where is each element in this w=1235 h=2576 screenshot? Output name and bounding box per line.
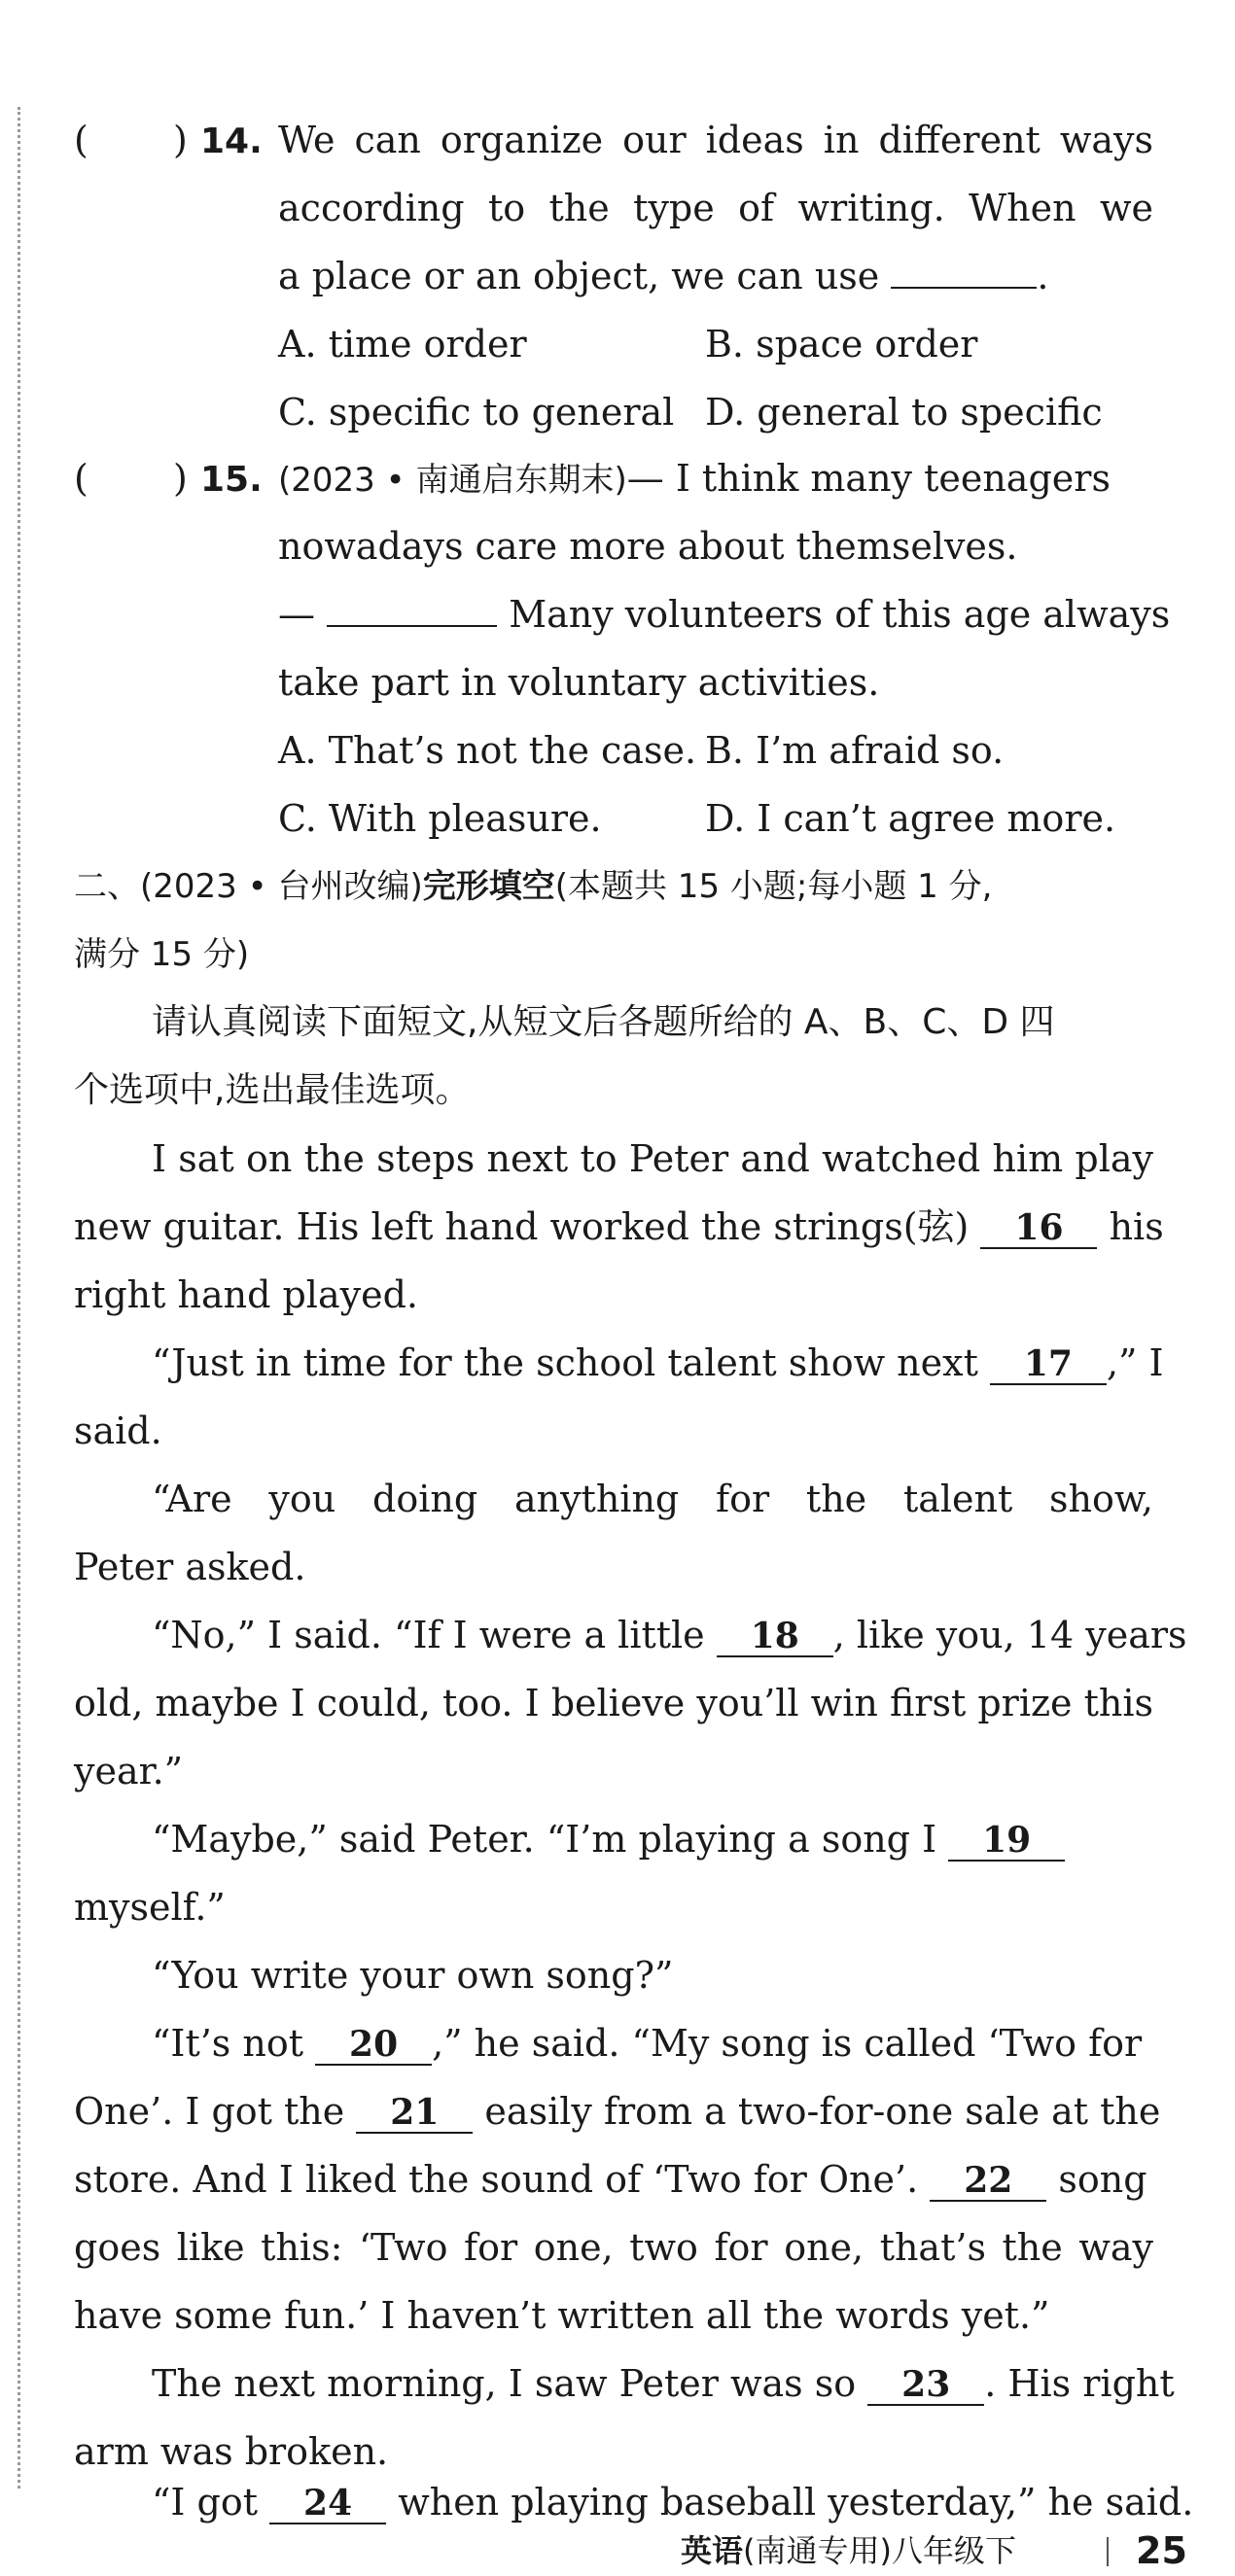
blank-23[interactable]: 23 [867, 2365, 984, 2406]
passage-line: Peter asked. [74, 1546, 306, 1588]
blank-20[interactable]: 20 [315, 2025, 432, 2066]
passage-line: myself.” [74, 1886, 226, 1929]
passage-line: “Are you doing anything for the talent show, [152, 1478, 1153, 1520]
blank-16[interactable]: 16 [980, 1208, 1097, 1249]
q14-option-b[interactable]: B. space order [705, 323, 978, 366]
question-number-15: 15. [200, 460, 263, 500]
instructions-line-2: 个选项中,选出最佳选项。 [74, 1070, 471, 1110]
passage-line: old, maybe I could, too. I believe you’ll win first prize this [74, 1682, 1153, 1724]
passage-line: goes like this: ‘Two for one, two for one, that’s the way [74, 2226, 1153, 2269]
q14-stem-line-3: a place or an object, we can use . [278, 255, 1049, 297]
section-2-header: 二、(2023 • 台州改编)完形填空(本题共 15 小题;每小题 1 分, [74, 867, 993, 906]
passage-line: new guitar. His left hand worked the strings(弦) 16 his [74, 1205, 1164, 1248]
blank-24[interactable]: 24 [269, 2484, 386, 2524]
footer-subject: 英语 [681, 2532, 744, 2569]
instructions-line-1: 请认真阅读下面短文,从短文后各题所给的 A、B、C、D 四 [152, 1002, 1055, 1042]
blank-17[interactable]: 17 [990, 1344, 1107, 1385]
q14-option-d[interactable]: D. general to specific [705, 391, 1103, 434]
passage-line: “Maybe,” said Peter. “I’m playing a song I 19 [152, 1816, 1065, 1862]
q15-option-d[interactable]: D. I can’t agree more. [705, 797, 1116, 840]
passage-line: arm was broken. [74, 2430, 389, 2473]
footer-edition: (南通专用) [743, 2532, 892, 2569]
q14-stem-line-2: according to the type of writing. When we [278, 187, 1153, 229]
question-number-14: 14. [200, 122, 263, 161]
q15-source: (2023 • 南通启东期末) [278, 461, 627, 500]
q14-blank[interactable] [891, 258, 1037, 289]
section-2-title: 完形填空 [422, 867, 555, 906]
passage-line: year.” [74, 1750, 184, 1793]
footer-divider [1107, 2537, 1109, 2566]
q14-option-c[interactable]: C. specific to general [278, 391, 675, 434]
passage-line: “No,” I said. “If I were a little 18 , like you, 14 years [152, 1614, 1187, 1656]
passage-line: “It’s not 20 ,” he said. “My song is called ‘Two for [152, 2022, 1143, 2065]
q15-stem-line-3: — Many volunteers of this age always [278, 593, 1171, 636]
q15-stem-line-1: (2023 • 南通启东期末)— I think many teenagers [278, 457, 1111, 500]
blank-22[interactable]: 22 [930, 2161, 1046, 2202]
blank-18[interactable]: 18 [717, 1617, 833, 1657]
answer-bracket-14[interactable]: ( [74, 119, 88, 161]
q15-stem-line-4: take part in voluntary activities. [278, 661, 880, 704]
q14-stem-line-1: We can organize our ideas in different ways [278, 119, 1153, 161]
passage-line: have some fun.’ I haven’t written all the words yet.” [74, 2294, 1050, 2337]
q15-stem-line-2: nowadays care more about themselves. [278, 525, 1018, 568]
footer-grade: 八年级下 [892, 2532, 1017, 2569]
answer-bracket-14-close: ) [173, 119, 188, 161]
page-footer [681, 2527, 1206, 2574]
blank-21[interactable]: 21 [356, 2093, 473, 2134]
passage-line: The next morning, I saw Peter was so 23 . His right [152, 2362, 1175, 2405]
passage-line: right hand played. [74, 1273, 418, 1316]
q15-option-c[interactable]: C. With pleasure. [278, 797, 602, 840]
binding-margin-dotted-line [18, 107, 20, 2489]
page-number: 25 [1136, 2529, 1187, 2572]
q15-option-b[interactable]: B. I’m afraid so. [705, 729, 1005, 772]
q15-blank[interactable] [327, 596, 497, 627]
passage-line: “I got 24 when playing baseball yesterday,” he said. [152, 2481, 1194, 2524]
q14-option-a[interactable]: A. time order [278, 323, 527, 366]
passage-line: said. [74, 1410, 162, 1452]
passage-line: I sat on the steps next to Peter and watched him play [152, 1137, 1153, 1180]
blank-19[interactable]: 19 [948, 1821, 1065, 1862]
passage-line: store. And I liked the sound of ‘Two for One’. 22 song [74, 2158, 1147, 2201]
passage-line: “Just in time for the school talent show next 17 ,” I [152, 1341, 1164, 1384]
section-2-score-info: 满分 15 分) [74, 935, 250, 974]
answer-bracket-15-close: ) [173, 457, 188, 500]
passage-line: “You write your own song?” [152, 1954, 674, 1997]
passage-line: One’. I got the 21 easily from a two-for-one sale at the [74, 2090, 1161, 2133]
q15-option-a[interactable]: A. That’s not the case. [278, 729, 697, 772]
answer-bracket-15[interactable]: ( [74, 457, 88, 500]
